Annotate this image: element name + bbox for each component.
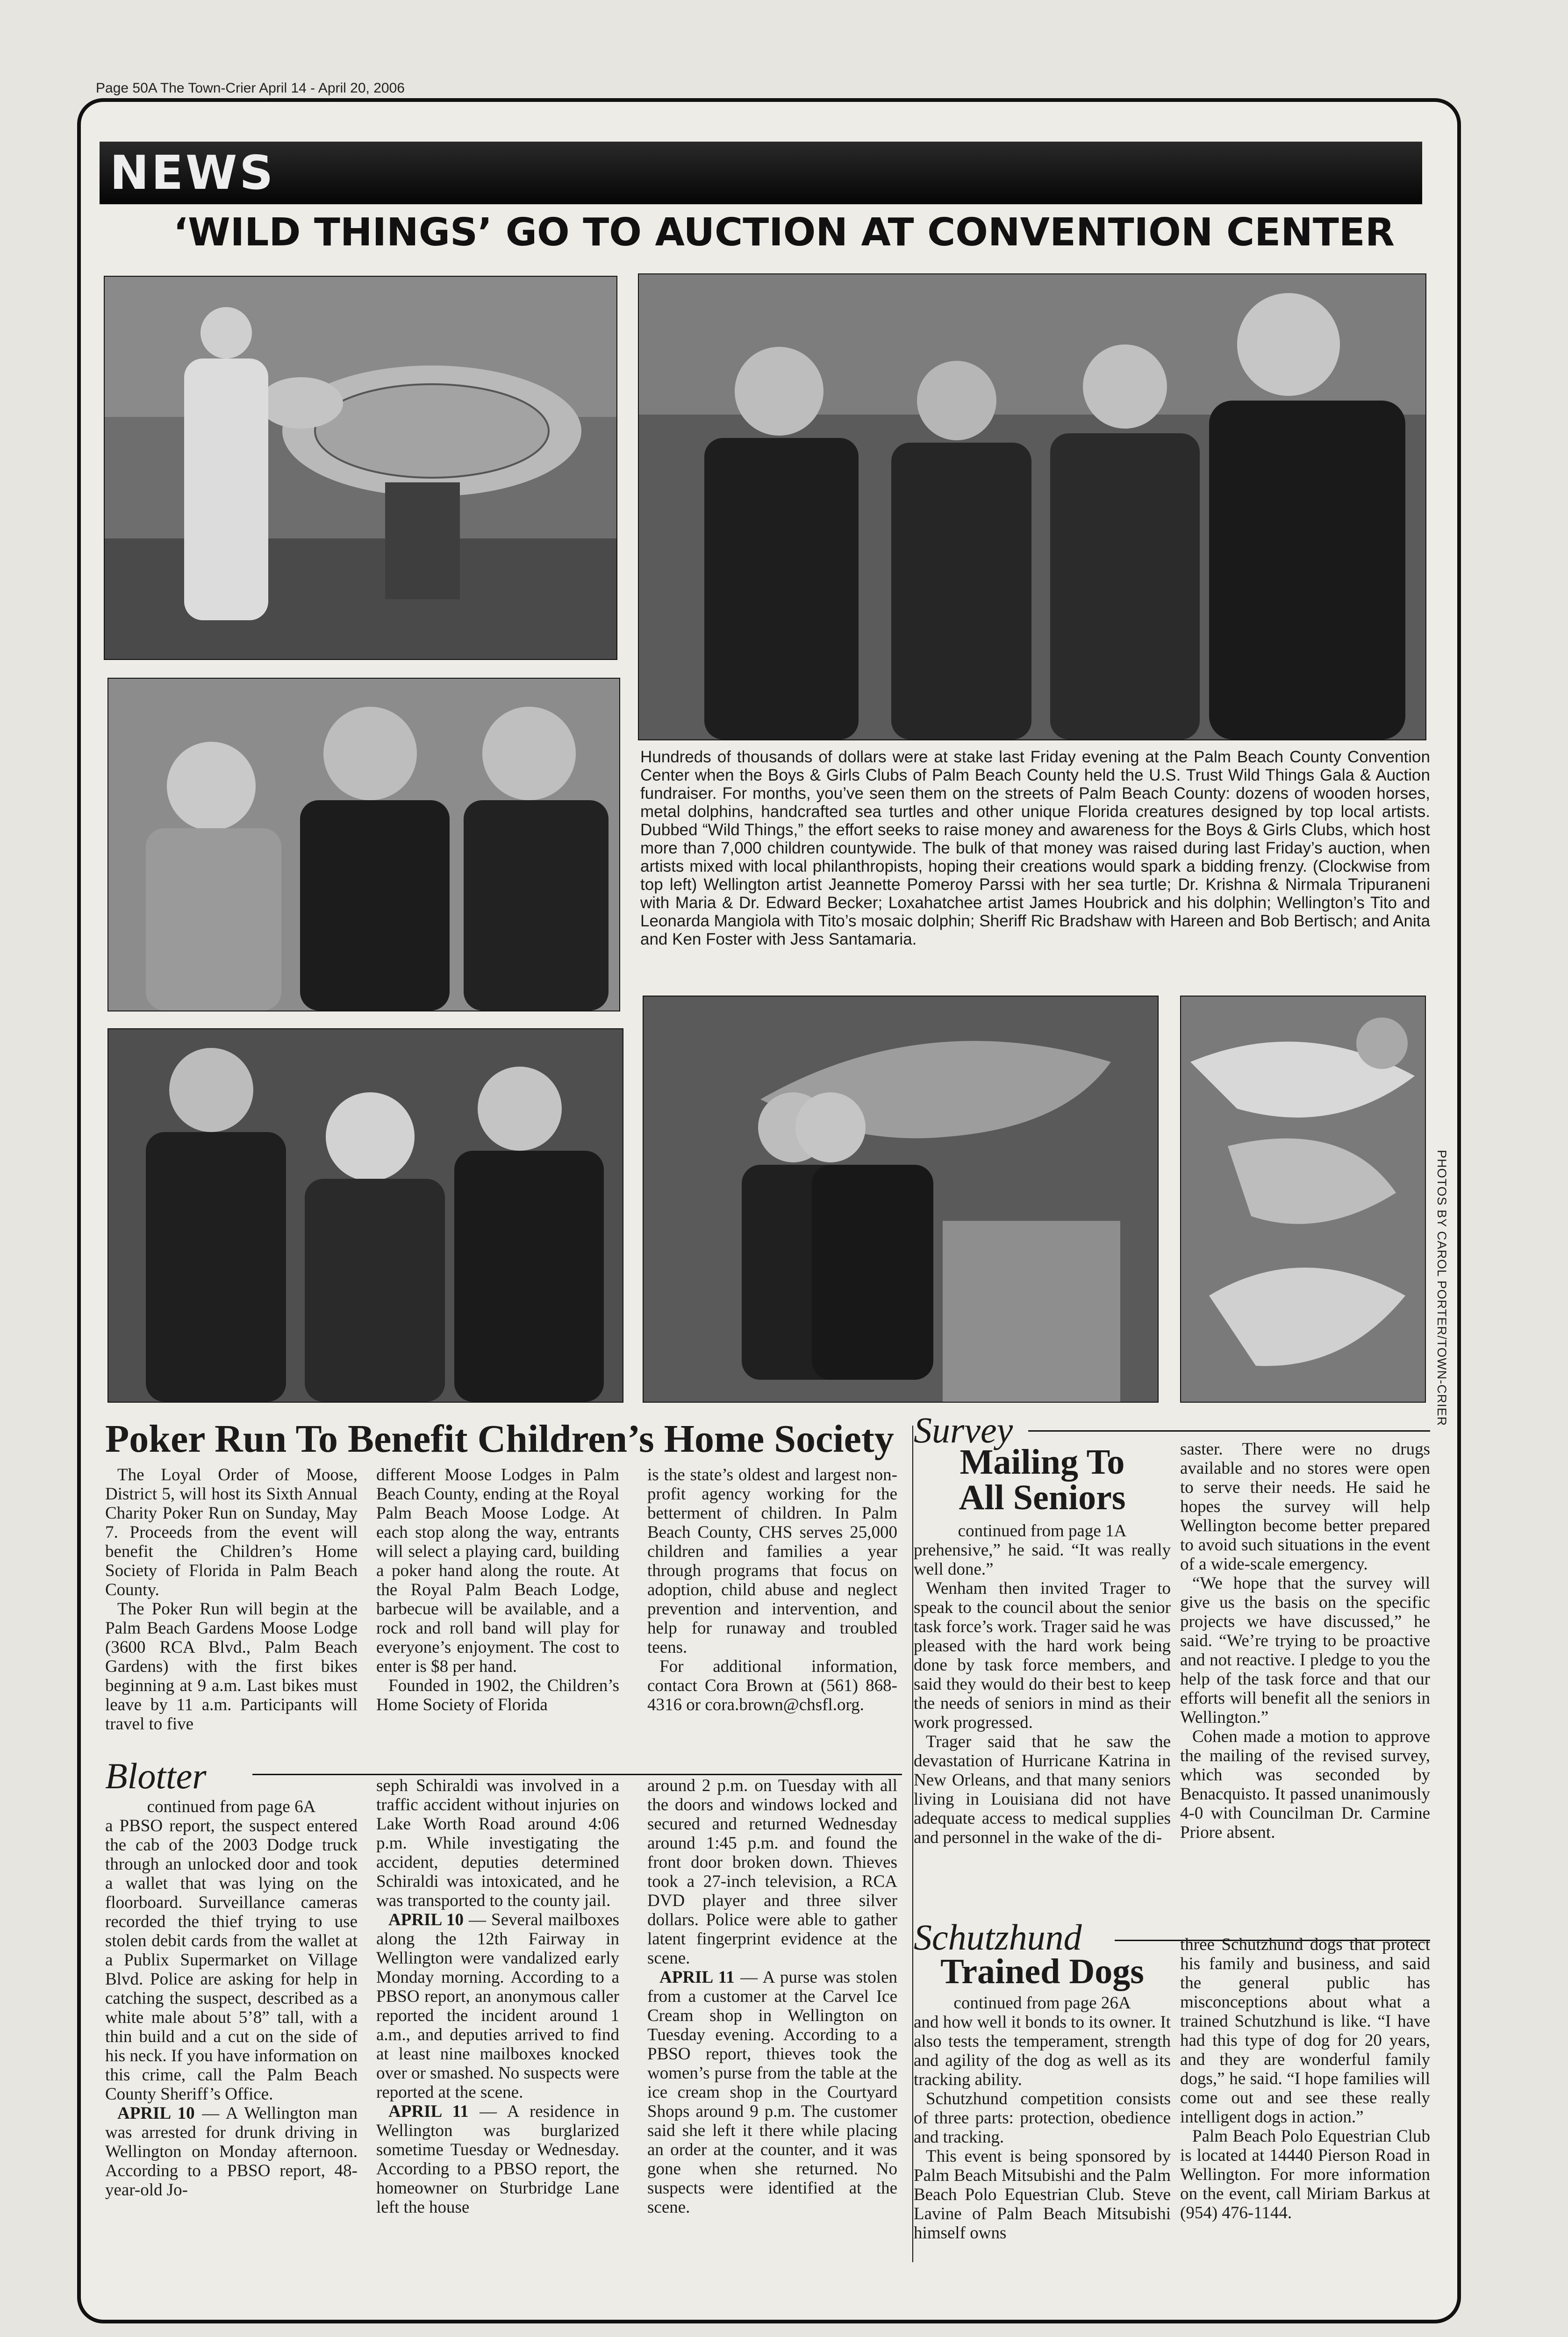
- section-banner: [100, 142, 1422, 204]
- survey-kicker: Survey: [914, 1410, 1013, 1450]
- paragraph: “We hope that the survey will give us the basis on the specific projects we have discussed,” he said. “We’re trying to be proactive and not reactive. I pledge to you the help of the task force and that our efforts will benefit all the seniors in Wellington.”: [1180, 1574, 1430, 1727]
- paragraph: saster. There were no drugs available and no stores were open to serve their needs. He said he hopes the survey will help Wellington become better prepared to avoid such situations in the event of a wide-scale emergency.: [1180, 1440, 1430, 1574]
- paragraph: three Schutzhund dogs that protect his family and business, and said the general public has misconceptions about what a trained Schutzhund is like. “I have had this type of dog for 20 years, and they are wonderful family dogs,” he said. “I hope families will come out and see these really intelligent dogs in action.”: [1180, 1935, 1430, 2127]
- paragraph: This event is being sponsored by Palm Beach Mitsubishi and the Palm Beach Polo Equestrian Club. Steve Lavine of Palm Beach Mitsubishi himself owns: [914, 2147, 1171, 2243]
- poker-run-column-2: [376, 1465, 619, 1714]
- blotter-kicker: Blotter: [105, 1756, 207, 1796]
- section-banner-label: NEWS: [110, 145, 276, 200]
- column-divider: [912, 1426, 913, 2262]
- photo-mangiola-dolphin: [643, 996, 1159, 1403]
- paragraph: For additional information, contact Cora Brown at (561) 868-4316 or cora.brown@chsfl.org.: [647, 1657, 897, 1714]
- photo-credit: PHOTOS BY CAROL PORTER/TOWN-CRIER: [1435, 1150, 1449, 1427]
- photo-houbrick-dolphin: [107, 678, 620, 1011]
- paragraph: [105, 2104, 358, 2200]
- paragraph: and how well it bonds to its owner. It also tests the temperament, strength and agility of the dog as well as its tracking ability.: [914, 2013, 1171, 2089]
- paragraph: prehensive,” he said. “It was really well done.”: [914, 1541, 1171, 1579]
- paragraph: around 2 p.m. on Tuesday with all the doors and windows locked and secured and returned Wednesday around 1:45 p.m. and found the front door broken down. Thieves took a 27-inch television, a RCA DVD player and three silver dollars. Police were able to gather latent fingerprint evidence at the scene.: [647, 1776, 897, 1968]
- survey-headline-line: Mailing To: [959, 1442, 1125, 1482]
- item-text: — A residence in Wellington was burglarized sometime Tuesday or Wednesday. According to a PBSO report, the homeowner on Sturbridge Lane left the house: [376, 2102, 619, 2217]
- item-date: APRIL 11: [388, 2102, 469, 2121]
- survey-column-2: [1180, 1440, 1430, 1842]
- paragraph: [376, 1910, 619, 2102]
- page-folio: Page 50A The Town-Crier April 14 - April 20, 2006: [96, 80, 405, 96]
- item-text: — A Wellington man was arrested for drunk driving in Wellington on Monday afternoon. According to a PBSO report, 48-year-old Jo-: [105, 2104, 358, 2200]
- paragraph: The Loyal Order of Moose, District 5, will host its Sixth Annual Charity Poker Run on Sunday, May 7. Proceeds from the event will benefit the Children’s Home Society of Florida in Palm Beach County.: [105, 1465, 358, 1599]
- item-text: — Several mailboxes along the 12th Fairway in Wellington were vandalized early Monday morning. According to a PBSO report, an anonymous caller reported the incident around 1 a.m., and deputies arrived to find at least nine mailboxes knocked over or smashed. No suspects were reported at the scene.: [376, 1910, 620, 2102]
- paragraph: Wenham then invited Trager to speak to the council about the senior task force’s work. Trager said he was pleased with the hard work being done by task force members, and said they would do their best to keep the needs of seniors in mind as their work progressed.: [914, 1579, 1171, 1732]
- photo-foster-santamaria: [1180, 996, 1426, 1403]
- photo-bradshaw-bertisch: [107, 1028, 623, 1403]
- blotter-column-2: [376, 1776, 619, 2217]
- photo-caption: Hundreds of thousands of dollars were at stake last Friday evening at the Palm Beach County Convention Center when the Boys & Girls Clubs of Palm Beach County held the U.S. Trust Wild Things Gala & Auction fundraiser. For months, you’ve seen them on the streets of Palm Beach County: dozens of wooden horses, metal dolphins, handcrafted sea turtles and other unique Florida creatures designed by top local artists. Dubbed “Wild Things,” the effort seeks to raise money and awareness for the Boys & Girls Clubs, which host more than 7,000 children countywide. The bulk of that money was raised during last Friday’s auction, when artists mixed with local philanthropists, hoping their creations would spark a bidding frenzy. (Clockwise from top left) Wellington artist Jeannette Pomeroy Parssi with her sea turtle; Dr. Krishna & Nirmala Tripuraneni with Maria & Dr. Edward Becker; Loxahatchee artist James Houbrick and his dolphin; Wellington’s Tito and Leonarda Mangiola with Tito’s mosaic dolphin; Sheriff Ric Bradshaw with Hareen and Bob Bertisch; and Anita and Ken Foster with Jess Santamaria.: [640, 748, 1430, 948]
- paragraph: Palm Beach Polo Equestrian Club is located at 14440 Pierson Road in Wellington. For more information on the event, call Miriam Barkus at (954) 476-1144.: [1180, 2127, 1430, 2222]
- continued-line: continued from page 1A: [958, 1521, 1127, 1541]
- blotter-rule: [252, 1774, 902, 1775]
- poker-run-headline: Poker Run To Benefit Children’s Home Society: [105, 1417, 894, 1461]
- survey-rule: [1028, 1430, 1430, 1432]
- paragraph: [376, 2102, 619, 2217]
- schutzhund-column-1: [914, 1993, 1171, 2243]
- photo-tripuraneni-becker: [638, 273, 1426, 740]
- paragraph: Trager said that he saw the devastation of Hurricane Katrina in New Orleans, and that many seniors living in Louisiana did not have adequate access to medical supplies and personnel in the wake of the di-: [914, 1732, 1171, 1847]
- main-headline: ‘WILD THINGS’ GO TO AUCTION AT CONVENTION CENTER: [173, 210, 1395, 255]
- continued-line: continued from page 6A: [147, 1797, 316, 1816]
- item-date: APRIL 10: [388, 1910, 464, 1929]
- paragraph: a PBSO report, the suspect entered the cab of the 2003 Dodge truck through an unlocked door and took a wallet that was lying on the floorboard. Surveillance cameras recorded the thief trying to use stolen debit cards from the wallet at a Publix Supermarket on Village Blvd. Police are asking for help in catching the suspect, described as a white male about 5’8” tall, with a thin build and a cut on the side of his neck. If you have information on this crime, call the Palm Beach County Sheriff’s Office.: [105, 1816, 358, 2104]
- schutzhund-headline: Trained Dogs: [940, 1952, 1144, 1991]
- paragraph: Cohen made a motion to approve the mailing of the revised survey, which was seconded by Benacquisto. It passed unanimously 4-0 with Councilman Dr. Carmine Priore absent.: [1180, 1727, 1430, 1842]
- paragraph: Schutzhund competition consists of three parts: protection, obedience and tracking.: [914, 2089, 1171, 2147]
- item-date: APRIL 10: [117, 2104, 195, 2123]
- poker-run-column-3: [647, 1465, 897, 1714]
- paragraph: different Moose Lodges in Palm Beach County, ending at the Royal Palm Beach Moose Lodge. At each stop along the way, entrants will select a playing card, building a poker hand along the route. At the Royal Palm Beach Lodge, barbecue will be available, and a rock and roll band will play for everyone’s enjoyment. The cost to enter is $8 per hand.: [376, 1465, 619, 1676]
- blotter-column-3: [647, 1776, 897, 2217]
- survey-column-1: [914, 1521, 1171, 1847]
- poker-run-column-1: [105, 1465, 358, 1734]
- paragraph: [647, 1968, 897, 2217]
- paragraph: The Poker Run will begin at the Palm Beach Gardens Moose Lodge (3600 RCA Blvd., Palm Beach Gardens) with the first bikes beginning at 9 a.m. Last bikes must leave by 11 a.m. Participants will travel to five: [105, 1599, 358, 1734]
- photo-sea-turtle: [104, 276, 617, 660]
- paragraph: seph Schiraldi was involved in a traffic accident without injuries on Lake Worth Road around 4:06 p.m. While investigating the accident, deputies determined Schiraldi was intoxicated, and he was transported to the county jail.: [376, 1776, 619, 1910]
- paragraph: Founded in 1902, the Children’s Home Society of Florida: [376, 1676, 619, 1714]
- continued-line: continued from page 26A: [953, 1993, 1131, 2013]
- blotter-column-1: [105, 1797, 358, 2200]
- paragraph: is the state’s oldest and largest non-profit agency working for the betterment of children. In Palm Beach County, CHS serves 25,000 children and families a year through programs that focus on adoption, child abuse and neglect prevention and intervention, and help for runaway and troubled teens.: [647, 1465, 897, 1657]
- item-date: APRIL 11: [659, 1968, 735, 1987]
- survey-headline: [914, 1444, 1171, 1515]
- schutzhund-kicker: Schutzhund: [914, 1917, 1082, 1957]
- item-text: — A purse was stolen from a customer at the Carvel Ice Cream shop in Wellington on Tuesday evening. According to a PBSO report, thieves took the women’s purse from the table at the ice cream shop in the Courtyard Shops around 9 p.m. The customer said she left it there while placing an order at the counter, and it was gone when she returned. No suspects were identified at the scene.: [647, 1968, 897, 2217]
- survey-headline-line: All Seniors: [959, 1478, 1126, 1517]
- schutzhund-column-2: [1180, 1935, 1430, 2222]
